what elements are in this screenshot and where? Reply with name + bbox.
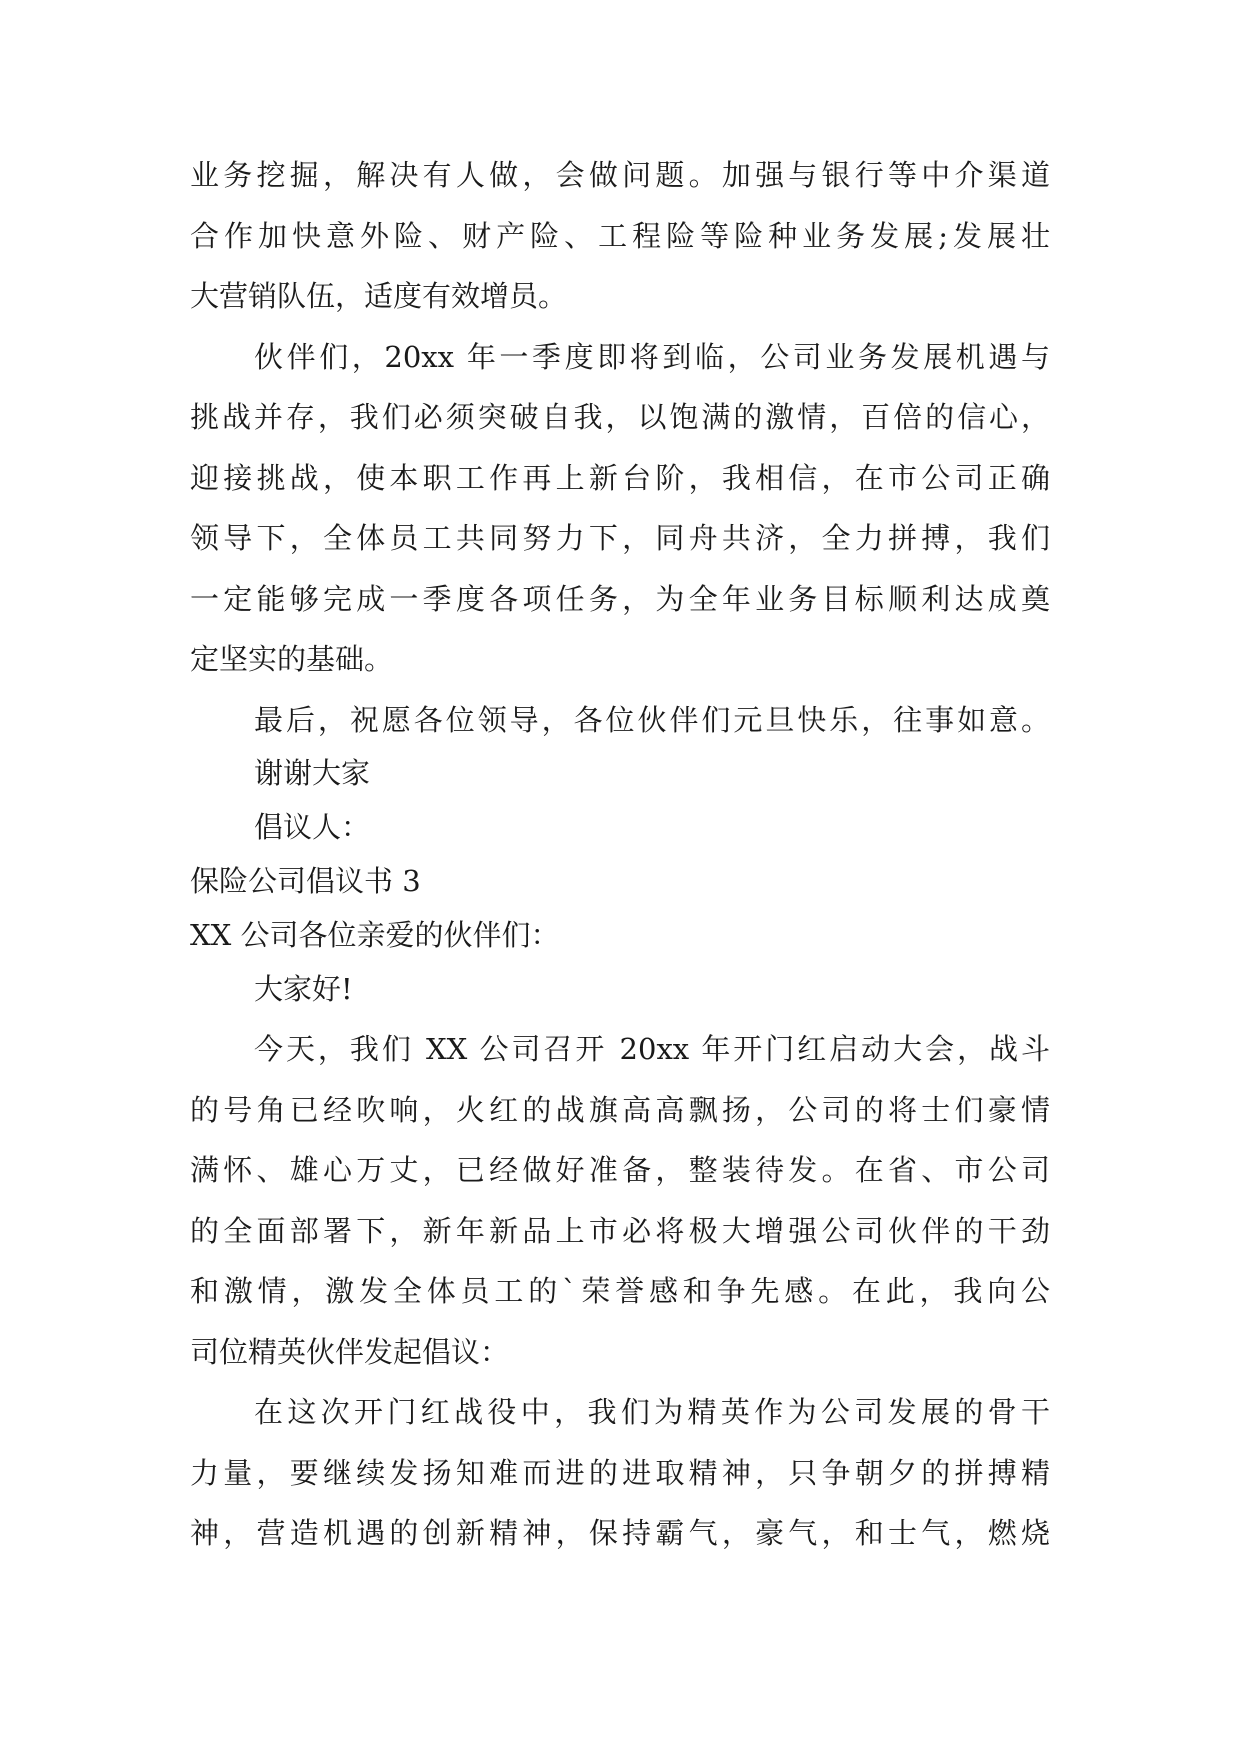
text-line: 力量，要继续发扬知难而进的进取精神，只争朝夕的拼搏精	[190, 1456, 1050, 1490]
text-line: 满怀、雄心万丈，已经做好准备，整装待发。在省、市公司	[190, 1153, 1050, 1187]
text-line: 倡议人：	[254, 810, 371, 844]
text-line: 的全面部署下，新年新品上市必将极大增强公司伙伴的干劲	[190, 1214, 1050, 1248]
salutation: XX 公司各位亲爱的伙伴们：	[190, 918, 560, 952]
greeting: 大家好!	[254, 972, 353, 1006]
text-line: 合作加快意外险、财产险、工程险等险种业务发展;发展壮	[190, 219, 1050, 253]
section-heading: 保险公司倡议书 3	[190, 864, 421, 898]
text-line: 的号角已经吹响，火红的战旗高高飘扬，公司的将士们豪情	[190, 1093, 1050, 1127]
text-line: 大营销队伍，适度有效增员。	[190, 279, 568, 313]
text-line: 领导下，全体员工共同努力下，同舟共济，全力拼搏，我们	[190, 521, 1050, 555]
text-line: 定坚实的基础。	[190, 642, 394, 676]
text-line: 迎接挑战，使本职工作再上新台阶，我相信，在市公司正确	[190, 461, 1050, 495]
text-line: 今天，我们 XX 公司召开 20xx 年开门红启动大会，战斗	[254, 1032, 1050, 1066]
text-line: 在这次开门红战役中，我们为精英作为公司发展的骨干	[254, 1395, 1050, 1429]
text-line: 挑战并存，我们必须突破自我，以饱满的激情，百倍的信心，	[190, 400, 1050, 434]
text-line: 司位精英伙伴发起倡议：	[190, 1335, 510, 1369]
text-line: 和激情，激发全体员工的`荣誉感和争先感。在此，我向公	[190, 1274, 1050, 1308]
text-line: 伙伴们，20xx 年一季度即将到临，公司业务发展机遇与	[254, 340, 1050, 374]
text-line: 业务挖掘，解决有人做，会做问题。加强与银行等中介渠道	[190, 158, 1050, 192]
text-line: 神，营造机遇的创新精神，保持霸气，豪气，和士气，燃烧	[190, 1516, 1050, 1550]
text-line: 最后，祝愿各位领导，各位伙伴们元旦快乐，往事如意。	[254, 703, 1050, 737]
text-line: 谢谢大家	[254, 756, 371, 790]
text-line: 一定能够完成一季度各项任务，为全年业务目标顺利达成奠	[190, 582, 1050, 616]
